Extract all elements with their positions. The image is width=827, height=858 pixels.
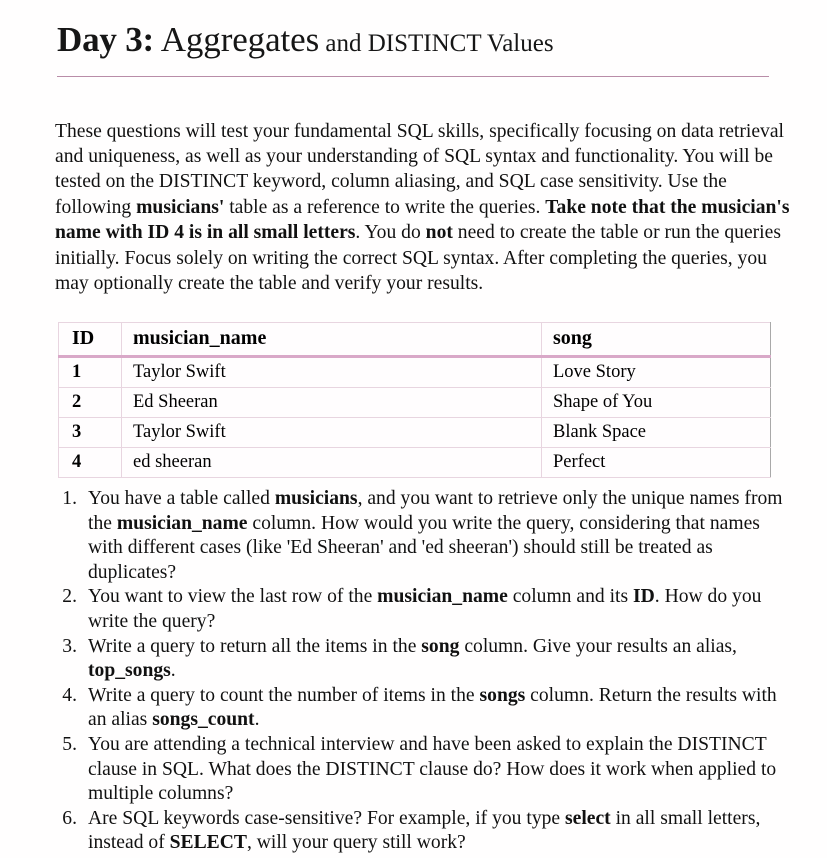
cell-song: Blank Space xyxy=(542,418,771,448)
body-text: Write a query to count the number of items in the xyxy=(88,684,480,706)
emphasis-text: top_songs xyxy=(88,660,171,682)
emphasis-text: musician_name xyxy=(116,512,248,534)
question-text xyxy=(88,635,798,684)
table-header-row xyxy=(59,323,771,357)
question-item xyxy=(46,487,798,585)
question-text xyxy=(88,487,798,585)
cell-musician-name: Taylor Swift xyxy=(122,418,542,448)
table-body xyxy=(59,357,771,478)
emphasis-text: musicians' xyxy=(136,196,225,218)
body-text: You are attending a technical interview and have been asked to explain the DISTINCT clause in SQL. What does the DISTINCT clause do? How does it work when applied to multiple columns? xyxy=(88,733,777,805)
cell-musician-name: Taylor Swift xyxy=(122,357,542,388)
question-list xyxy=(46,487,798,856)
body-text: column. Give your results an alias, xyxy=(459,635,737,657)
body-text: . How do you write the query? xyxy=(88,586,762,632)
body-text: in all small letters, instead of xyxy=(88,807,761,854)
body-text: column. Return the results with an alias xyxy=(88,684,777,731)
question-item xyxy=(46,807,798,856)
cell-id: 2 xyxy=(59,388,122,418)
column-header-musician-name: musician_name xyxy=(122,323,542,357)
body-text: Write a query to return all the items in the xyxy=(88,635,422,657)
cell-musician-name: Ed Sheeran xyxy=(122,388,542,418)
question-text xyxy=(88,684,798,733)
emphasis-text: song xyxy=(421,635,460,657)
question-text xyxy=(88,585,798,634)
musicians-table-wrapper xyxy=(58,322,770,478)
emphasis-text: ID xyxy=(632,586,655,608)
column-header-song: song xyxy=(542,323,771,357)
question-item xyxy=(46,733,798,807)
emphasis-text: songs xyxy=(479,684,526,706)
table-row xyxy=(59,357,771,388)
cell-id: 4 xyxy=(59,448,122,478)
cell-song: Perfect xyxy=(542,448,771,478)
table-row xyxy=(59,448,771,478)
table-row xyxy=(59,388,771,418)
question-item xyxy=(46,635,798,684)
table-row xyxy=(59,418,771,448)
cell-musician-name: ed sheeran xyxy=(122,448,542,478)
question-item xyxy=(46,684,798,733)
question-number: 5. xyxy=(62,733,77,755)
emphasis-text: musician_name xyxy=(377,586,508,608)
emphasis-text: songs_count xyxy=(152,709,255,731)
intro-paragraph xyxy=(55,119,795,297)
body-text: You want to view the last row of the xyxy=(88,586,378,608)
body-text: These questions will test your fundamental SQL skills, specifically focusing on data retrieval and uniqueness, as well as your understanding of SQL syntax and functionality. You will be tested on the DISTINCT keyword, column aliasing, and SQL case sensitivity. Use the following xyxy=(55,120,784,218)
emphasis-text: musicians xyxy=(274,488,358,509)
page-title xyxy=(57,22,769,58)
title-prefix: Day 3: xyxy=(57,20,154,59)
musicians-table xyxy=(58,322,771,478)
question-number: 3. xyxy=(62,635,77,657)
emphasis-text: not xyxy=(425,222,453,244)
body-text: . You do xyxy=(355,222,426,244)
emphasis-text: SELECT xyxy=(169,832,247,854)
cell-song: Love Story xyxy=(542,357,771,388)
title-main: Aggregates xyxy=(160,20,320,59)
title-underline-rule xyxy=(57,76,769,77)
question-text xyxy=(88,807,798,856)
question-number: 6. xyxy=(62,807,77,829)
body-text: table as a reference to write the queries. xyxy=(224,196,546,218)
column-header-id: ID xyxy=(59,323,122,357)
body-text: . xyxy=(254,709,260,731)
body-text: , will your query still work? xyxy=(246,832,466,854)
cell-id: 3 xyxy=(59,418,122,448)
cell-song: Shape of You xyxy=(542,388,771,418)
body-text: , and you want to retrieve only the unique names from the xyxy=(88,488,783,534)
body-text: . xyxy=(170,660,176,682)
cell-id: 1 xyxy=(59,357,122,388)
question-text xyxy=(88,733,798,807)
question-number: 2. xyxy=(62,586,77,608)
body-text: need to create the table or run the queries initially. Focus solely on writing the correct SQL syntax. After completing the queries, you may optionally create the table and verify your results. xyxy=(55,222,781,295)
body-text: column. How would you write the query, considering that names with different cases (like 'Ed Sheeran' and 'ed sheeran') should still be treated as duplicates? xyxy=(88,512,760,583)
body-text: column and its xyxy=(507,586,633,608)
title-suffix: and DISTINCT Values xyxy=(325,30,554,57)
question-number: 4. xyxy=(62,684,77,706)
question-number: 1. xyxy=(62,488,77,509)
emphasis-text: Take note that the musician's name with ID 4 is in all small letters xyxy=(55,196,790,244)
table-header xyxy=(59,323,771,357)
emphasis-text: select xyxy=(565,807,611,829)
question-item xyxy=(46,585,798,634)
body-text: Are SQL keywords case-sensitive? For example, if you type xyxy=(88,807,566,829)
body-text: You have a table called xyxy=(88,488,275,509)
